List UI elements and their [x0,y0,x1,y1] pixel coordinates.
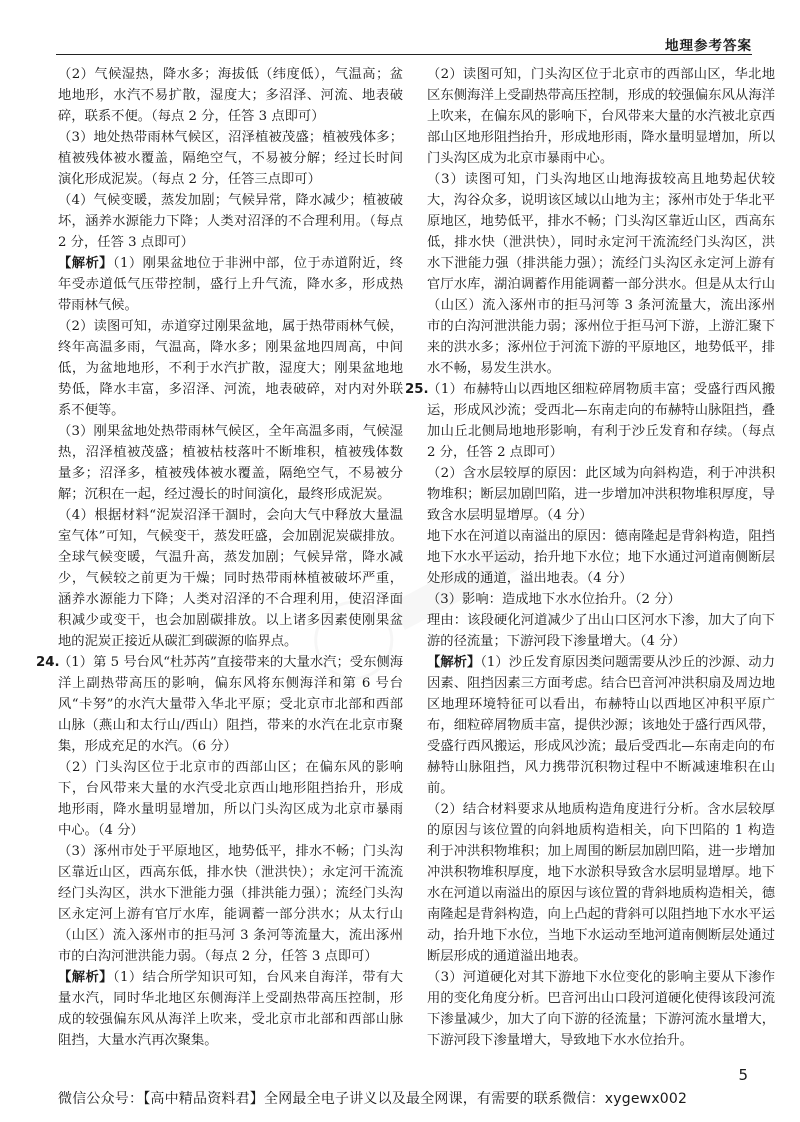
analysis-tag: 【解析】 [58,970,113,985]
analysis-25-2: （2）结合材料要求从地质构造角度进行分析。含水层较厚的原因与该位置的向斜地质构造相关，向下凹陷的 1 构造利于冲洪积物堆积；加上周围的断层加剧凹陷，进一步增加冲洪积物堆积厚度，地下水淤积导致含水层明显增厚。地下水在河道以南溢出的原因与该位置的背斜地质构造相关，德南隆起是背斜构造，向上凸起的背斜可以阻挡地下水水平运动，抬升地下水位，当地下水运动至地河道南侧断层处通过断层形成的通道溢出地表。 [427,802,775,964]
answer-25-1-text: （1）布赫特山以西地区细粒碎屑物质丰富；受盛行西风搬运，形成风沙流；受西北—东南走向的布赫特山脉阻挡，叠加山丘北侧局地地形影响，有利于沙丘发育和存续。（每点 2 分，任答 2 点即可） [427,382,775,460]
answer-25-1 [405,379,775,463]
answer-24-1 [36,652,403,757]
question-25 [405,379,776,1051]
answer-23-2: （2）气候湿热，降水多；海拔低（纬度低），气温高；盆地地形，水汽不易扩散，湿度大；多沼泽、河流、地表破碎，联系不便。（每点 2 分，任答 3 点即可） [58,67,403,124]
right-column [405,64,776,1051]
analysis-23-2: （2）读图可知，赤道穿过刚果盆地，属于热带雨林气候，终年高温多雨，气温高，降水多；刚果盆地四周高，中间低，为盆地地形，不利于水汽扩散，湿度大；刚果盆地地势低，降水丰富，多沼泽、河流，地表破碎，对内对外联系不便等。 [58,319,403,418]
answer-25-3-reason: 理由：该段硬化河道减少了出山口区河水下渗，加大了向下游的径流量；下游河段下渗量增大。（4 分） [427,613,775,649]
answer-24-3: （3）涿州市处于平原地区，地势低平，排水不畅；门头沟区靠近山区，西高东低，排水快（泄洪快）；永定河干流流经门头沟区，洪水下泄能力强（排洪能力强）；流经门头沟区永定河上游有官厅水库，能调蓄一部分洪水；从太行山（山区）流入涿州市的拒马河 3 条河等流量大，流出涿州市的白沟河泄洪能力弱。（每点 2 分，任答 3 点即可） [58,844,403,964]
answer-24-1-text: （1）第 5 号台风“杜苏芮”直接带来的大量水汽；受东侧海洋上副热带高压的影响，偏东风将东侧海洋和第 6 号台风“卡努”的水汽大量带入华北平原；受北京市北部和西部山脉（燕山和太行山/西山）阻挡，带来的水汽在北京市聚集，形成充足的水汽。（6 分） [58,655,403,754]
answer-24-2: （2）门头沟区位于北京市的西部山区；在偏东风的影响下，台风带来大量的水汽受北京西山地形阻挡抬升，形成地形雨，降水量明显增加，所以门头沟区成为北京市暴雨中心。（4 分） [58,760,403,838]
analysis-25-1-text: （1）沙丘发育原因类问题需要从沙丘的沙源、动力因素、阻挡因素三方面考虑。结合巴音河冲洪积扇及周边地区地理环境特征可以看出，布赫特山以西地区冲积平原广布，细粒碎屑物质丰富，提供沙源；该地处于盛行西风带，受盛行西风搬运，形成风沙流；最后受西北—东南走向的布赫特山脉阻挡，风力携带沉积物过程中不断减速堆积在山前。 [427,655,776,796]
analysis-23-1-text: （1）刚果盆地位于非洲中部，位于赤道附近，终年受赤道低气压带控制，盛行上升气流，降水多，形成热带雨林气候。 [58,256,404,313]
analysis-tag: 【解析】 [427,655,481,670]
question-25-number: 25. [405,382,429,397]
page-header [56,14,752,55]
analysis-23-3: （3）刚果盆地处热带雨林气候区，全年高温多雨，气候湿热，沼泽植被茂盛；植被枯枝落叶不断堆积，植被残体数量多；沼泽多，植被残体被水覆盖，隔绝空气，不易被分解；沉积在一起，经过漫长的时间演化，最终形成泥炭。 [58,424,403,502]
analysis-25-3: （3）河道硬化对其下游地下水位变化的影响主要从下渗作用的变化角度分析。巴音河出山口段河道硬化使得该段河流下渗量减少，加大了向下游的径流量；下游河流水量增大，下游河段下渗量增大，导致地下水水位抬升。 [427,970,775,1048]
answer-23-4: （4）气候变暖，蒸发加剧；气候异常，降水减少；植被破坏，涵养水源能力下降；人类对沼泽的不合理利用。（每点 2 分，任答 3 点即可） [58,193,403,250]
page-number: 5 [738,1066,748,1084]
question-24-number: 24. [36,655,60,670]
header-title: 地理参考答案 [665,38,752,54]
left-column [36,64,404,1051]
analysis-23-1 [58,253,403,316]
analysis-24-3: （3）读图可知，门头沟地区山地海拔较高且地势起伏较大，沟谷众多，说明该区域以山地为主；涿州市处于华北平原地区，地势低平，排水不畅；门头沟区靠近山区，西高东低，排水快（泄洪快），同时永定河干流流经门头沟区，洪水下泄能力强（排洪能力强）；流经门头沟区永定河上游有官厅水库，湖泊调蓄作用能调蓄一部分洪水。但是从太行山（山区）流入涿州市的拒马河等 3 条河流量大，流出涿州市的白沟河泄洪能力弱；涿州位于拒马河下游，上游汇聚下来的洪水多；涿州位于河流下游的平原地区，地势低平，排水不畅，易发生洪水。 [427,172,775,376]
answer-25-2: （2）含水层较厚的原因：此区域为向斜构造，利于冲洪积物堆积；断层加剧凹陷，进一步增加冲洪积物堆积厚度，导致含水层明显增厚。（4 分） [427,466,775,523]
analysis-24-1 [58,967,403,1051]
analysis-23-4: （4）根据材料“泥炭沼泽干涸时，会向大气中释放大量温室气体”可知，气候变干，蒸发旺盛，会加剧泥炭碳排放。全球气候变暖，气温升高，蒸发加剧；气候异常，降水减少，气候较之前更为干燥；同时热带雨林植被破坏严重，涵养水源能力下降；人类对沼泽的不合理利用，使沼泽面积减少或变干，也会加剧碳排放。以上诸多因素使刚果盆地的泥炭正接近从碳汇到碳源的临界点。 [58,508,403,649]
analysis-24-2: （2）读图可知，门头沟区位于北京市的西部山区，华北地区东侧海洋上受副热带高压控制，形成的较强偏东风从海洋上吹来，在偏东风的影响下，台风带来大量的水汽被北京西部山区地形阻挡抬升，形成地形雨，降水量明显增加，所以门头沟区成为北京市暴雨中心。 [427,67,775,166]
analysis-25-1 [427,652,775,799]
answer-23-3: （3）地处热带雨林气候区，沼泽植被茂盛；植被残体多；植被残体被水覆盖，隔绝空气，不易被分解；经过长时间演化形成泥炭。（每点 2 分，任答三点即可） [58,130,403,187]
analysis-24-1-text: （1）结合所学知识可知，台风来自海洋，带有大量水汽，同时华北地区东侧海洋上受副热带高压控制，形成的较强偏东风从海洋上吹来，受北京市北部和西部山脉阻挡，大量水汽再次聚集。 [58,970,404,1048]
analysis-tag: 【解析】 [58,256,113,271]
answer-25-3: （3）影响：造成地下水水位抬升。（2 分） [427,592,681,607]
footer-note: 微信公众号：【高中精品资料君】全网最全电子讲义以及最全网课，有需要的联系微信：xygewx002 [58,1091,688,1107]
question-24 [36,652,404,1051]
answer-25-2b: 地下水在河道以南溢出的原因：德南隆起是背斜构造，阻挡地下水水平运动，抬升地下水位；地下水通过河道南侧断层处形成的通道，溢出地表。（4 分） [427,529,775,586]
